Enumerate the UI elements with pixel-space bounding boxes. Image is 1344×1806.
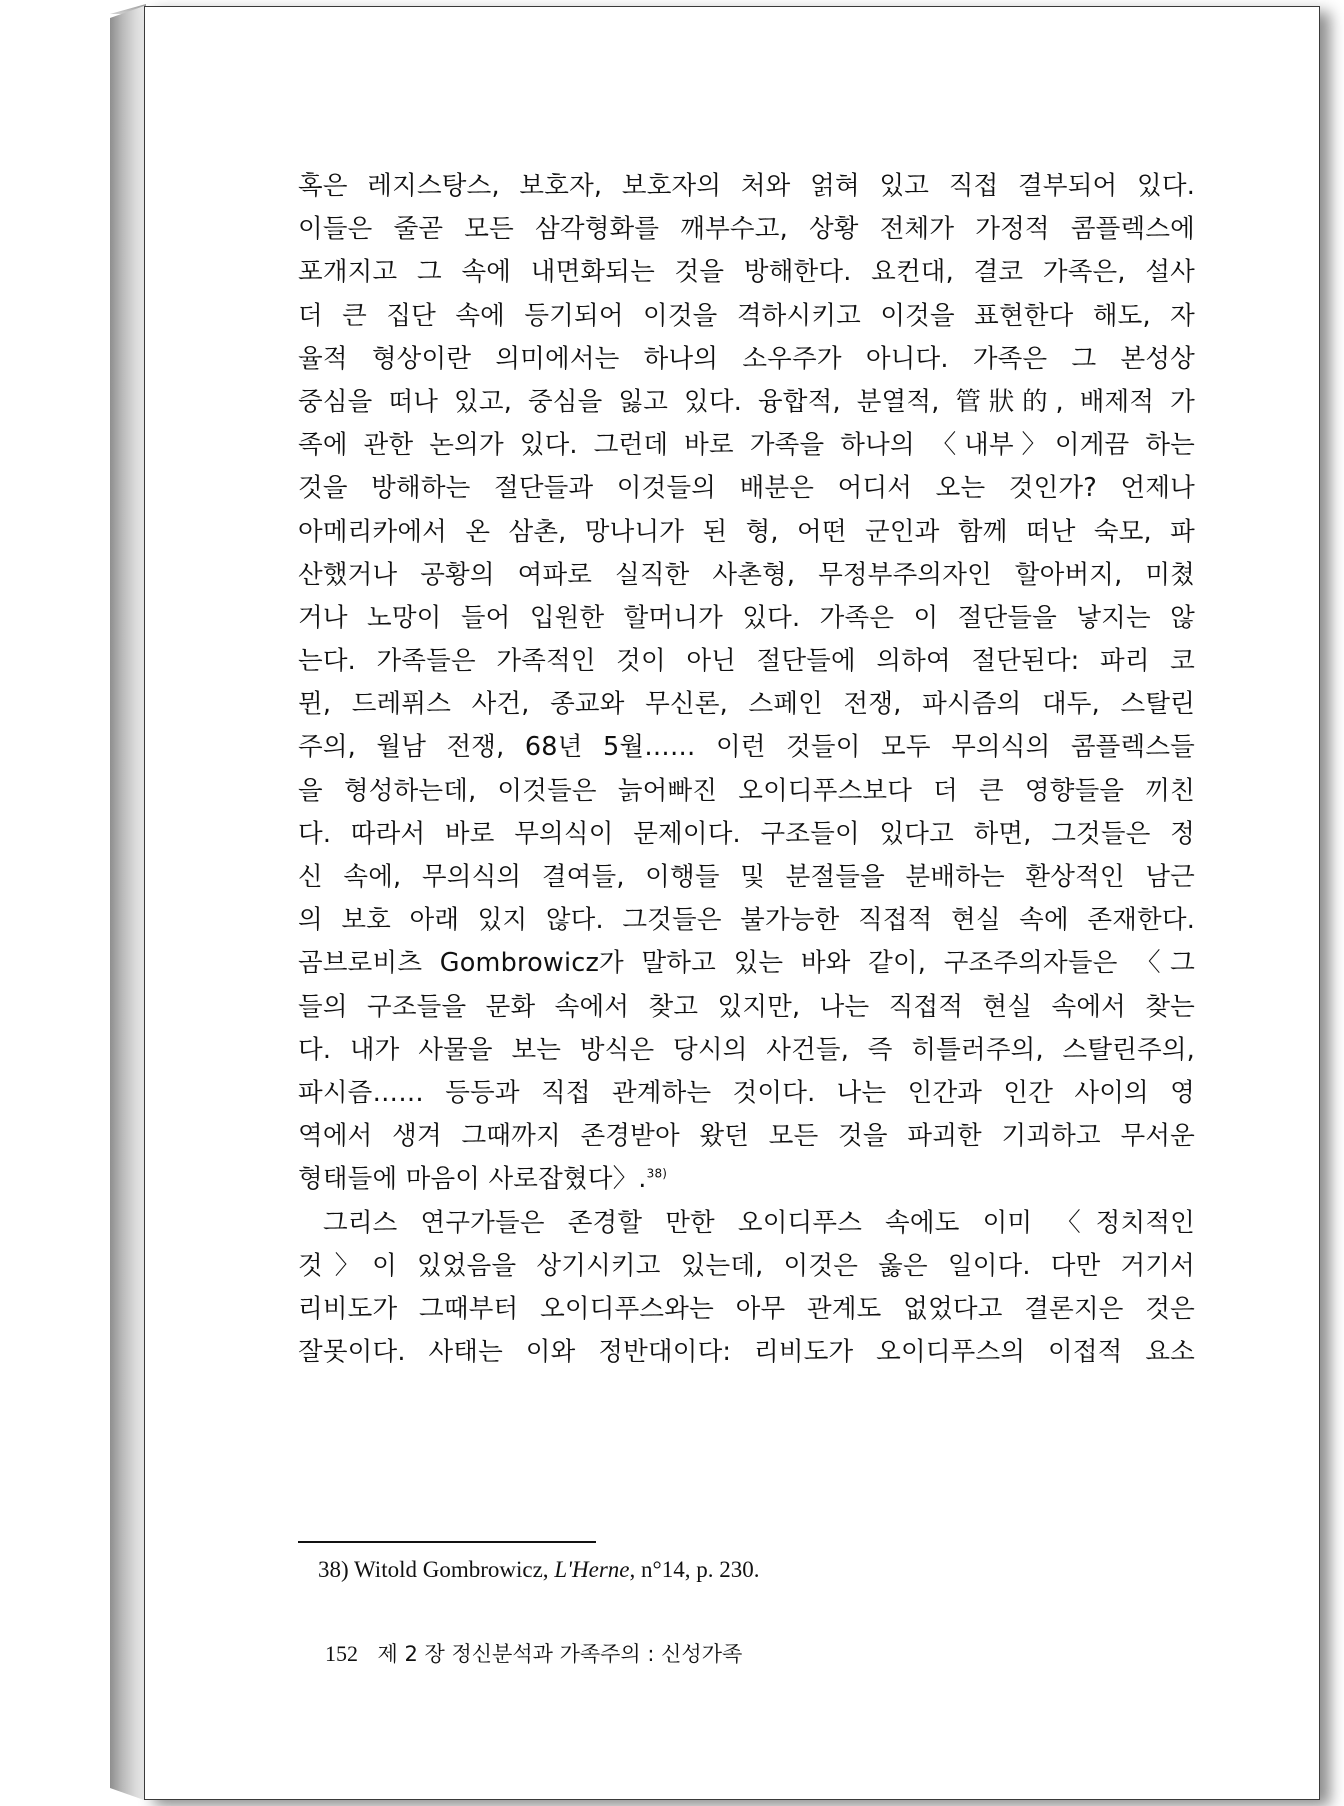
text-line: 을 형성하는데, 이것들은 늙어빠진 오이디푸스보다 더 큰 영향들을 끼친 xyxy=(298,775,1195,806)
footnote-citation: n°14, p. 230. xyxy=(641,1557,760,1582)
paragraph-first-line: 그리스 연구가들은 존경할 만한 오이디푸스 속에도 이미 〈정치적인 xyxy=(323,1207,1195,1238)
text-line: 의 보호 아래 있지 않다. 그것들은 불가능한 직접적 현실 속에 존재한다. xyxy=(298,905,1195,936)
text-line: 산했거나 공황의 여파로 실직한 사촌형, 무정부주의자인 할아버지, 미쳤 xyxy=(298,559,1195,590)
page-number: 152 xyxy=(325,1641,358,1666)
text-line: 중심을 떠나 있고, 중심을 잃고 있다. 융합적, 분열적, 管狀的, 배제적 가 xyxy=(298,386,1195,417)
text-line: 다. 따라서 바로 무의식이 문제이다. 구조들이 있다고 하면, 그것들은 정 xyxy=(298,818,1195,849)
running-footer xyxy=(325,1638,742,1668)
text-line: 다. 내가 사물을 보는 방식은 당시의 사건들, 즉 히틀러주의, 스탈린주의, xyxy=(298,1034,1195,1065)
text-line-with-footnote-ref xyxy=(298,1158,1195,1201)
text-line: 것을 방해하는 절단들과 이것들의 배분은 어디서 오는 것인가? 언제나 xyxy=(298,473,1195,504)
text-line: 율적 형상이란 의미에서는 하나의 소우주가 아니다. 가족은 그 본성상 xyxy=(298,343,1195,374)
footnote-author: Witold Gombrowicz, xyxy=(354,1557,549,1582)
text-line: 아메리카에서 온 삼촌, 망나니가 된 형, 어떤 군인과 함께 떠난 숙모, 파 xyxy=(298,516,1195,547)
chapter-title: 제 2 장 정신분석과 가족주의 : 신성가족 xyxy=(377,1642,743,1666)
text-line: 형태들에 마음이 사로잡혔다〉. xyxy=(298,1164,647,1195)
footnote-number: 38) xyxy=(318,1557,349,1582)
text-line: 주의, 월남 전쟁, 68년 5월…… 이런 것들이 모두 무의식의 콤플렉스들 xyxy=(298,732,1195,763)
text-line: 곰브로비츠 Gombrowicz가 말하고 있는 바와 같이, 구조주의자들은 〈그 xyxy=(298,948,1195,979)
text-line: 파시즘…… 등등과 직접 관계하는 것이다. 나는 인간과 인간 사이의 영 xyxy=(298,1077,1195,1108)
text-line: 포개지고 그 속에 내면화되는 것을 방해한다. 요컨대, 결코 가족은, 설사 xyxy=(298,257,1195,288)
footnote-reference: 38) xyxy=(646,1166,668,1181)
page-body-text xyxy=(298,165,1195,1374)
text-line: 역에서 생겨 그때까지 존경받아 왔던 모든 것을 파괴한 기괴하고 무서운 xyxy=(298,1121,1195,1152)
text-line: 잘못이다. 사태는 이와 정반대이다: 리비도가 오이디푸스의 이접적 요소 xyxy=(298,1337,1195,1368)
text-line: 는다. 가족들은 가족적인 것이 아닌 절단들에 의하여 절단된다: 파리 코 xyxy=(298,646,1195,677)
text-line: 들의 구조들을 문화 속에서 찾고 있지만, 나는 직접적 현실 속에서 찾는 xyxy=(298,991,1195,1022)
text-line: 이들은 줄곧 모든 삼각형화를 깨부수고, 상황 전체가 가정적 콤플렉스에 xyxy=(298,214,1195,245)
footnote-separator xyxy=(298,1541,596,1543)
text-line: 혹은 레지스탕스, 보호자, 보호자의 처와 얽혀 있고 직접 결부되어 있다. xyxy=(298,171,1195,201)
text-line: 뮌, 드레퓌스 사건, 종교와 무신론, 스페인 전쟁, 파시즘의 대두, 스탈린 xyxy=(298,689,1195,720)
text-line: 것〉이 있었음을 상기시키고 있는데, 이것은 옳은 일이다. 다만 거기서 xyxy=(298,1250,1195,1281)
footnote-work-title: L'Herne, xyxy=(554,1557,636,1582)
text-line: 더 큰 집단 속에 등기되어 이것을 격하시키고 이것을 표현한다 해도, 자 xyxy=(298,300,1195,331)
text-line: 거나 노망이 들어 입원한 할머니가 있다. 가족은 이 절단들을 낳지는 않 xyxy=(298,602,1195,633)
text-line: 리비도가 그때부터 오이디푸스와는 아무 관계도 없었다고 결론지은 것은 xyxy=(298,1293,1195,1324)
book-page-stack-edge xyxy=(110,6,144,1800)
footnote xyxy=(318,1557,759,1583)
text-line: 신 속에, 무의식의 결여들, 이행들 및 분절들을 분배하는 환상적인 남근 xyxy=(298,862,1195,892)
text-line: 족에 관한 논의가 있다. 그런데 바로 가족을 하나의 〈내부〉이게끔 하는 xyxy=(298,430,1195,461)
